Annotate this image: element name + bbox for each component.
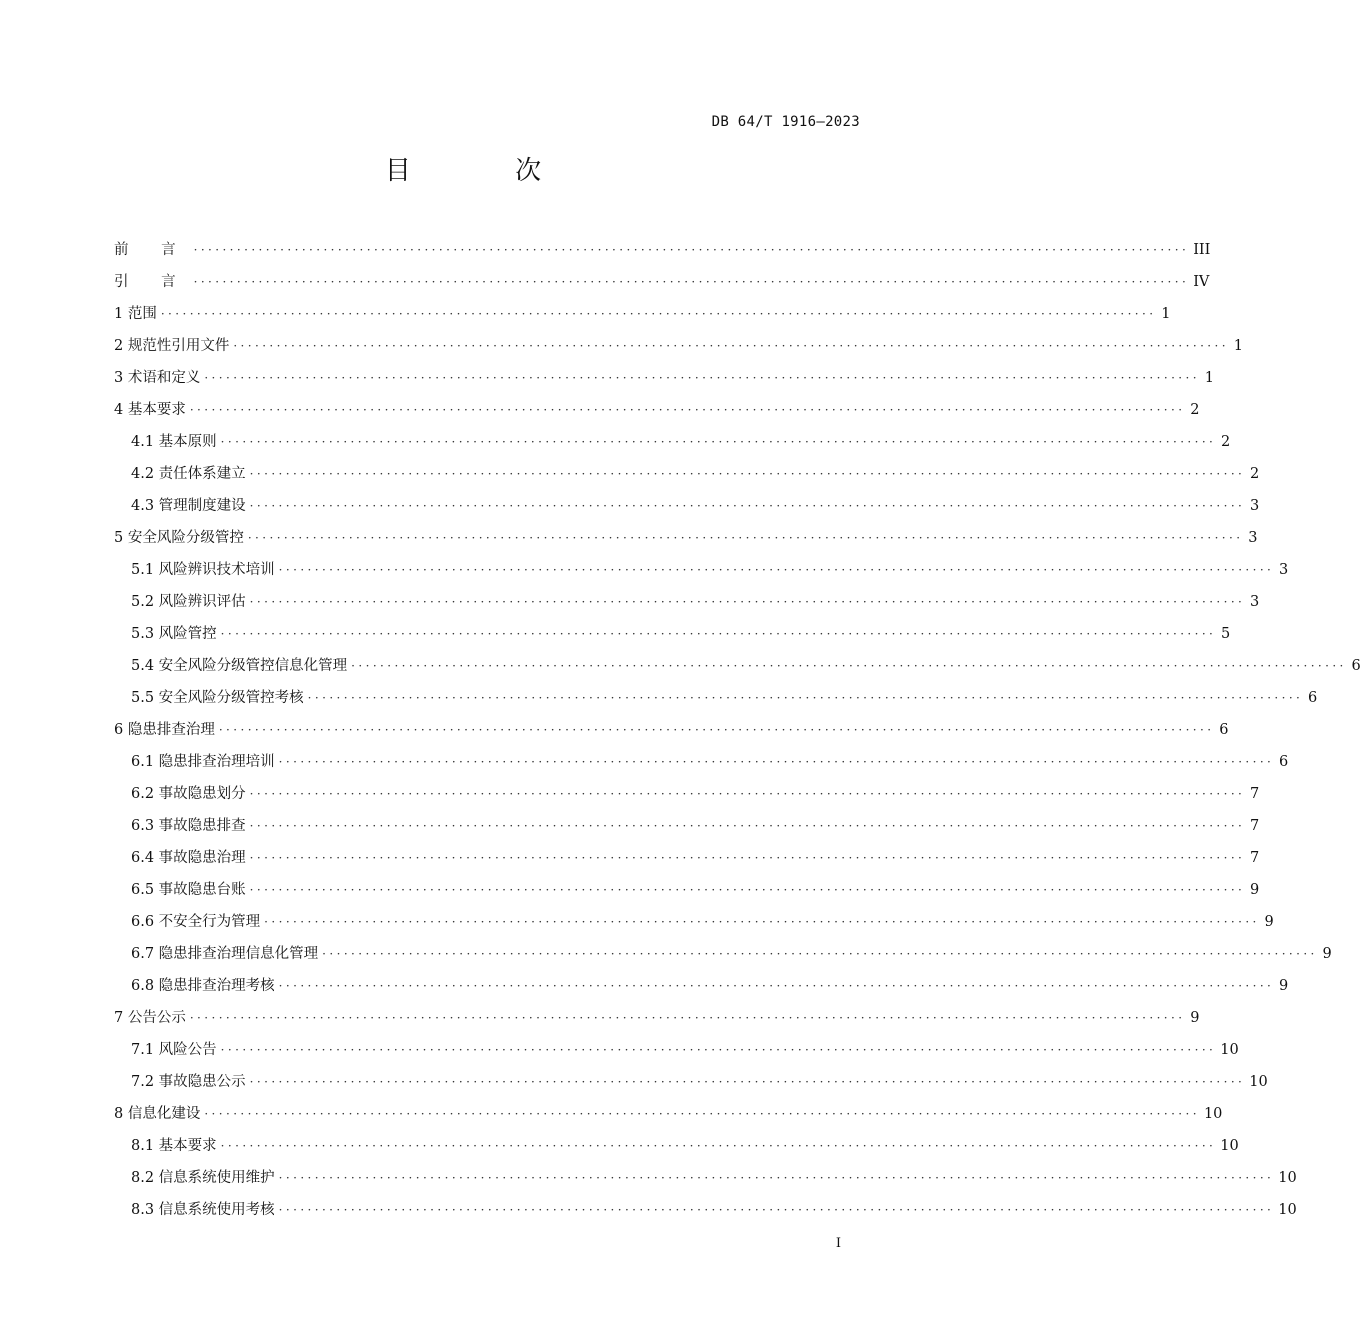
toc-leader-dots: ·········································································································································· bbox=[278, 1171, 1275, 1185]
toc-entry-label: 6.1 隐患排查治理培训 bbox=[131, 754, 275, 770]
toc-entry[interactable] bbox=[114, 970, 1289, 1002]
toc-entry[interactable] bbox=[114, 1066, 1268, 1098]
toc-entry-label: 前 言 bbox=[114, 242, 190, 258]
toc-leader-dots: ·········································································································································· bbox=[322, 947, 1318, 961]
toc-leader-dots: ·········································································································································· bbox=[189, 1011, 1186, 1025]
toc-entry-page: 2 bbox=[1221, 434, 1231, 450]
toc-entry-page: III bbox=[1193, 242, 1211, 258]
toc-entry[interactable] bbox=[114, 362, 1214, 394]
toc-leader-dots: ·········································································································································· bbox=[249, 467, 1246, 481]
toc-leader-dots: ·········································································································································· bbox=[247, 531, 1244, 545]
toc-entry-page: 9 bbox=[1322, 946, 1332, 962]
toc-entry[interactable] bbox=[114, 234, 1211, 266]
toc-entry-page: 10 bbox=[1203, 1106, 1223, 1122]
toc-entry-page: 6 bbox=[1279, 754, 1289, 770]
toc-leader-dots: ·········································································································································· bbox=[249, 1075, 1246, 1089]
toc-entry[interactable] bbox=[114, 298, 1171, 330]
toc-entry[interactable] bbox=[114, 618, 1231, 650]
toc-entry-page: 6 bbox=[1308, 690, 1318, 706]
toc-entry-page: 9 bbox=[1279, 978, 1289, 994]
toc-entry-label: 8.2 信息系统使用维护 bbox=[131, 1170, 275, 1186]
toc-leader-dots: ·········································································································································· bbox=[351, 659, 1347, 673]
toc-entry-page: 5 bbox=[1221, 626, 1231, 642]
toc-leader-dots: ·········································································································································· bbox=[160, 307, 1157, 321]
toc-leader-dots: ·········································································································································· bbox=[264, 915, 1260, 929]
toc-entry-label: 1 范围 bbox=[114, 306, 157, 322]
toc-entry-page: 1 bbox=[1204, 370, 1214, 386]
toc-entry[interactable] bbox=[114, 842, 1260, 874]
toc-entry-page: 2 bbox=[1250, 466, 1260, 482]
toc-leader-dots: ·········································································································································· bbox=[278, 979, 1275, 993]
toc-entry-page: 3 bbox=[1279, 562, 1289, 578]
toc-entry[interactable] bbox=[114, 746, 1289, 778]
toc-entry[interactable] bbox=[114, 426, 1231, 458]
toc-entry-page: 9 bbox=[1264, 914, 1274, 930]
toc-entry-label: 引 言 bbox=[114, 274, 190, 290]
page-title: 目 次 bbox=[384, 156, 590, 186]
toc-entry[interactable] bbox=[114, 714, 1229, 746]
toc-leader-dots: ·········································································································································· bbox=[204, 371, 1200, 385]
table-of-contents bbox=[114, 234, 1361, 1226]
toc-entry[interactable] bbox=[114, 778, 1260, 810]
toc-entry-label: 6.6 不安全行为管理 bbox=[131, 914, 261, 930]
toc-entry-label: 8 信息化建设 bbox=[114, 1106, 201, 1122]
toc-entry-label: 4.1 基本原则 bbox=[131, 434, 217, 450]
toc-entry[interactable] bbox=[114, 1002, 1200, 1034]
toc-entry-label: 4.3 管理制度建设 bbox=[131, 498, 246, 514]
toc-entry-page: 7 bbox=[1250, 818, 1260, 834]
toc-entry-label: 5.3 风险管控 bbox=[131, 626, 217, 642]
toc-leader-dots: ·········································································································································· bbox=[204, 1107, 1200, 1121]
toc-entry[interactable] bbox=[114, 1194, 1297, 1226]
toc-entry-label: 6 隐患排查治理 bbox=[114, 722, 215, 738]
toc-entry[interactable] bbox=[114, 394, 1200, 426]
toc-entry[interactable] bbox=[114, 1098, 1223, 1130]
toc-entry[interactable] bbox=[114, 874, 1260, 906]
toc-leader-dots: ·········································································································································· bbox=[220, 435, 1217, 449]
toc-leader-dots: ·········································································································································· bbox=[189, 403, 1186, 417]
toc-entry[interactable] bbox=[114, 938, 1332, 970]
toc-leader-dots: ·········································································································································· bbox=[249, 883, 1246, 897]
toc-entry-page: 6 bbox=[1351, 658, 1361, 674]
toc-entry[interactable] bbox=[114, 650, 1361, 682]
toc-entry-label: 8.1 基本要求 bbox=[131, 1138, 217, 1154]
toc-entry-label: 5.1 风险辨识技术培训 bbox=[131, 562, 275, 578]
toc-entry-label: 6.2 事故隐患划分 bbox=[131, 786, 246, 802]
toc-entry-page: 10 bbox=[1278, 1202, 1297, 1218]
page-number: I bbox=[835, 1236, 841, 1251]
toc-entry-page: 10 bbox=[1220, 1138, 1239, 1154]
toc-entry[interactable] bbox=[114, 458, 1260, 490]
toc-leader-dots: ·········································································································································· bbox=[307, 691, 1304, 705]
toc-entry[interactable] bbox=[114, 330, 1243, 362]
toc-entry-label: 6.5 事故隐患台账 bbox=[131, 882, 246, 898]
toc-entry-label: 5.5 安全风险分级管控考核 bbox=[131, 690, 304, 706]
toc-entry-label: 6.8 隐患排查治理考核 bbox=[131, 978, 275, 994]
toc-entry-page: 6 bbox=[1219, 722, 1229, 738]
toc-entry-page: 7 bbox=[1250, 850, 1260, 866]
toc-leader-dots: ·········································································································································· bbox=[249, 499, 1246, 513]
toc-entry-label: 7.2 事故隐患公示 bbox=[131, 1074, 246, 1090]
toc-entry-page: 1 bbox=[1161, 306, 1171, 322]
toc-entry-label: 8.3 信息系统使用考核 bbox=[131, 1202, 275, 1218]
toc-leader-dots: ·········································································································································· bbox=[193, 243, 1190, 257]
toc-entry[interactable] bbox=[114, 810, 1260, 842]
toc-entry-page: 1 bbox=[1233, 338, 1243, 354]
toc-leader-dots: ·········································································································································· bbox=[249, 787, 1246, 801]
document-code: DB 64/T 1916—2023 bbox=[711, 114, 860, 130]
toc-leader-dots: ·········································································································································· bbox=[220, 1043, 1217, 1057]
toc-entry-label: 6.7 隐患排查治理信息化管理 bbox=[131, 946, 319, 962]
toc-entry-page: 10 bbox=[1220, 1042, 1239, 1058]
toc-entry-page: 9 bbox=[1190, 1010, 1200, 1026]
toc-entry-label: 6.4 事故隐患治理 bbox=[131, 850, 246, 866]
toc-entry-label: 7 公告公示 bbox=[114, 1010, 186, 1026]
toc-leader-dots: ·········································································································································· bbox=[220, 627, 1217, 641]
toc-leader-dots: ·········································································································································· bbox=[193, 275, 1190, 289]
toc-entry-page: IV bbox=[1193, 274, 1210, 290]
toc-entry-page: 3 bbox=[1250, 594, 1260, 610]
toc-entry[interactable] bbox=[114, 1034, 1239, 1066]
toc-leader-dots: ·········································································································································· bbox=[218, 723, 1215, 737]
toc-entry-label: 5 安全风险分级管控 bbox=[114, 530, 244, 546]
toc-entry-page: 2 bbox=[1190, 402, 1200, 418]
toc-leader-dots: ·········································································································································· bbox=[233, 339, 1229, 353]
toc-entry[interactable] bbox=[114, 490, 1260, 522]
toc-entry-label: 5.2 风险辨识评估 bbox=[131, 594, 246, 610]
toc-leader-dots: ·········································································································································· bbox=[278, 1203, 1275, 1217]
toc-entry-label: 6.3 事故隐患排查 bbox=[131, 818, 246, 834]
toc-entry[interactable] bbox=[114, 906, 1274, 938]
toc-entry-page: 3 bbox=[1248, 530, 1258, 546]
toc-entry[interactable] bbox=[114, 586, 1260, 618]
toc-entry[interactable] bbox=[114, 266, 1210, 298]
toc-entry-label: 4 基本要求 bbox=[114, 402, 186, 418]
toc-leader-dots: ·········································································································································· bbox=[249, 851, 1246, 865]
toc-entry[interactable] bbox=[114, 682, 1318, 714]
toc-leader-dots: ·········································································································································· bbox=[278, 755, 1275, 769]
toc-leader-dots: ·········································································································································· bbox=[278, 563, 1275, 577]
toc-entry-label: 3 术语和定义 bbox=[114, 370, 201, 386]
toc-entry[interactable] bbox=[114, 1162, 1297, 1194]
toc-leader-dots: ·········································································································································· bbox=[220, 1139, 1217, 1153]
toc-entry-page: 10 bbox=[1278, 1170, 1297, 1186]
toc-leader-dots: ·········································································································································· bbox=[249, 819, 1246, 833]
toc-leader-dots: ·········································································································································· bbox=[249, 595, 1246, 609]
toc-entry-label: 4.2 责任体系建立 bbox=[131, 466, 246, 482]
toc-entry-label: 2 规范性引用文件 bbox=[114, 338, 230, 354]
toc-entry-page: 7 bbox=[1250, 786, 1260, 802]
toc-entry-page: 10 bbox=[1249, 1074, 1268, 1090]
toc-entry-label: 5.4 安全风险分级管控信息化管理 bbox=[131, 658, 348, 674]
toc-entry-label: 7.1 风险公告 bbox=[131, 1042, 217, 1058]
toc-entry[interactable] bbox=[114, 1130, 1239, 1162]
toc-entry-page: 3 bbox=[1250, 498, 1260, 514]
toc-entry[interactable] bbox=[114, 522, 1258, 554]
toc-entry[interactable] bbox=[114, 554, 1289, 586]
toc-entry-page: 9 bbox=[1250, 882, 1260, 898]
